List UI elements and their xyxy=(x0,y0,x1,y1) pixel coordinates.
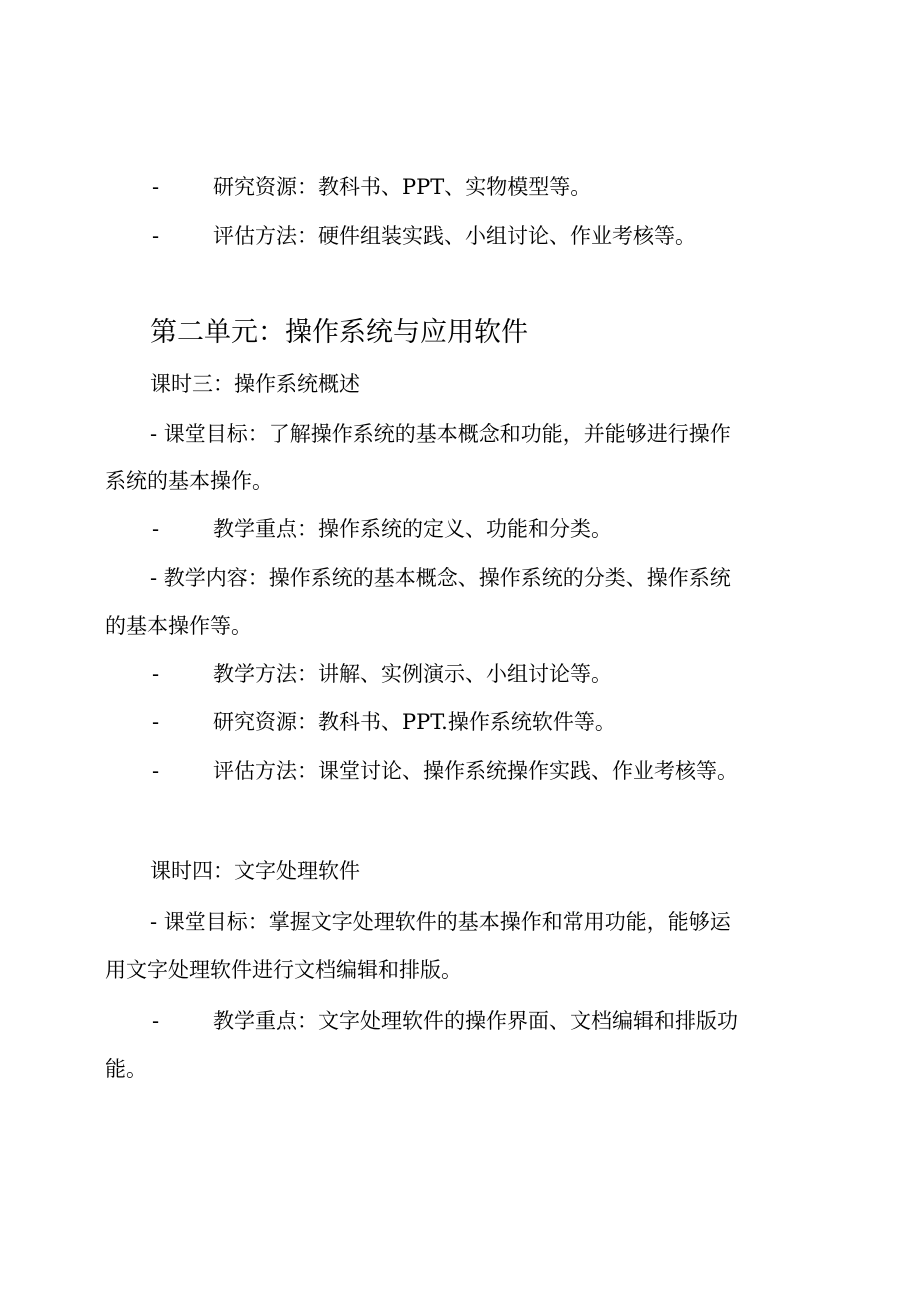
resources-item: 研究资源：教科书、PPT、实物模型等。 xyxy=(213,175,592,199)
teaching-method: 教学方法：讲解、实例演示、小组讨论等。 xyxy=(213,662,612,686)
bullet-dash: - xyxy=(152,224,160,248)
assessment-method: 评估方法：课堂讨论、操作系统操作实践、作业考核等。 xyxy=(213,759,738,783)
teaching-focus-line: 能。 xyxy=(105,1057,147,1081)
bullet-dash: - xyxy=(152,662,160,686)
research-resources: 研究资源：教科书、PPT.操作系统软件等。 xyxy=(213,710,616,734)
lesson-goal-line: - 课堂目标：掌握文字处理软件的基本操作和常用功能，能够运 xyxy=(150,910,731,934)
bullet-dash: - xyxy=(152,759,160,783)
bullet-dash: - xyxy=(152,710,160,734)
lesson-heading: 课时四：文字处理软件 xyxy=(150,859,360,883)
bullet-dash: - xyxy=(152,1009,160,1033)
teaching-focus: 教学重点：操作系统的定义、功能和分类。 xyxy=(213,517,612,541)
lesson-goal-line: 用文字处理软件进行文档编辑和排版。 xyxy=(105,958,462,982)
teaching-focus-line: 教学重点：文字处理软件的操作界面、文档编辑和排版功 xyxy=(213,1009,738,1033)
lesson-heading: 课时三：操作系统概述 xyxy=(150,372,360,396)
unit-heading: 第二单元：操作系统与应用软件 xyxy=(150,317,528,348)
bullet-dash: - xyxy=(152,517,160,541)
bullet-dash: - xyxy=(152,175,160,199)
assessment-item: 评估方法：硬件组装实践、小组讨论、作业考核等。 xyxy=(213,224,696,248)
teaching-content-line: - 教学内容：操作系统的基本概念、操作系统的分类、操作系统 xyxy=(150,566,731,590)
teaching-content-line: 的基本操作等。 xyxy=(105,614,252,638)
lesson-goal-line: - 课堂目标：了解操作系统的基本概念和功能，并能够进行操作 xyxy=(150,422,731,446)
lesson-goal-line: 系统的基本操作。 xyxy=(105,469,273,493)
